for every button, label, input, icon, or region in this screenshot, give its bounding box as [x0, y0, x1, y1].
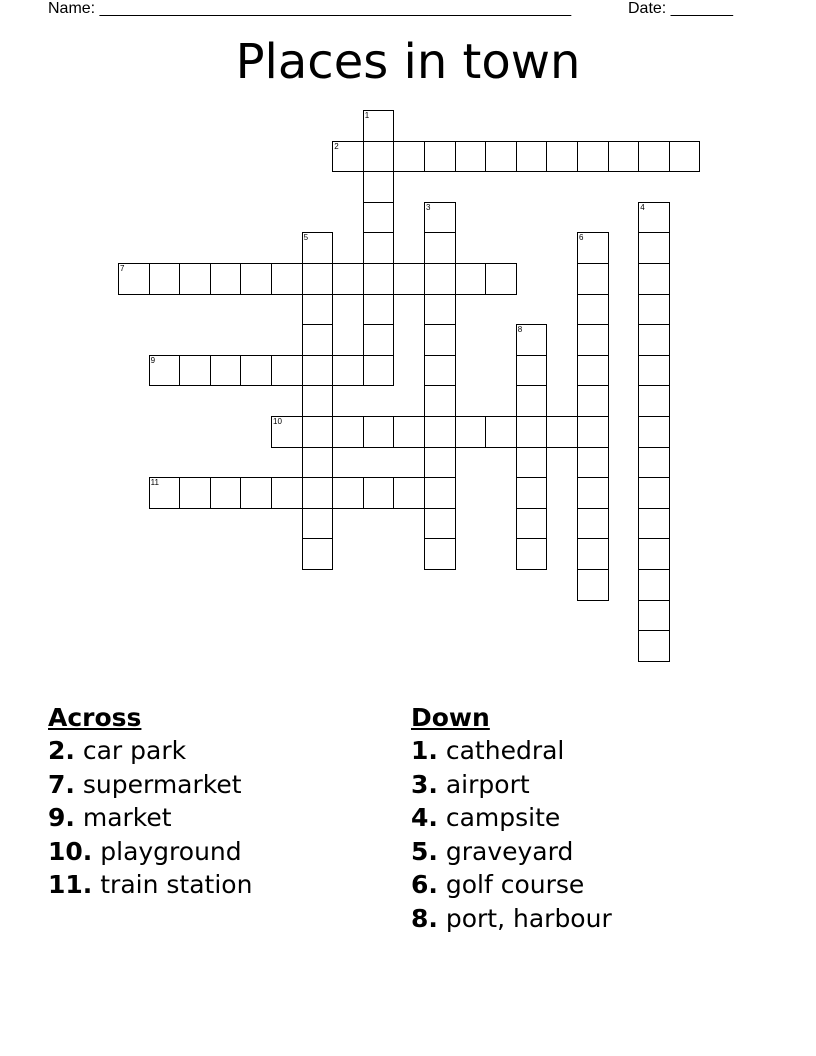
crossword-cell[interactable] — [363, 232, 395, 264]
clue-number: 3. — [411, 769, 438, 799]
clue-number: 7. — [48, 769, 75, 799]
clue-number: 2. — [48, 736, 75, 765]
crossword-cell[interactable] — [424, 232, 456, 264]
cell-number: 11 — [150, 478, 159, 488]
clue-number: 11. — [48, 870, 93, 900]
cell-number: 4 — [640, 202, 645, 212]
crossword-cell[interactable] — [302, 416, 334, 448]
crossword-cell[interactable] — [577, 569, 609, 601]
crossword-cell[interactable] — [424, 538, 456, 570]
crossword-cell[interactable] — [363, 416, 395, 448]
clue-text: supermarket — [82, 769, 242, 799]
crossword-cell[interactable] — [332, 263, 364, 295]
crossword-cell[interactable] — [577, 232, 609, 264]
clue-down-5 — [411, 835, 612, 869]
crossword-cell[interactable] — [424, 202, 456, 234]
crossword-cell[interactable] — [393, 477, 425, 509]
crossword-cell[interactable] — [516, 324, 548, 356]
crossword-cell[interactable] — [271, 477, 303, 509]
crossword-cell[interactable] — [546, 141, 578, 173]
cell-number: 7 — [120, 264, 125, 273]
crossword-cell[interactable] — [638, 630, 670, 662]
crossword-cell[interactable] — [118, 263, 150, 295]
clue-text: graveyard — [445, 836, 574, 866]
crossword-cell[interactable] — [638, 355, 670, 387]
crossword-cell[interactable] — [210, 263, 242, 295]
cell-number: 9 — [150, 355, 156, 365]
crossword-cell[interactable] — [516, 447, 548, 479]
crossword-cell[interactable] — [638, 324, 670, 356]
crossword-cell[interactable] — [638, 202, 670, 234]
crossword-cell[interactable] — [302, 263, 334, 295]
clue-text: airport — [445, 769, 530, 799]
crossword-cell[interactable] — [332, 355, 364, 387]
down-heading: Down — [411, 703, 490, 732]
crossword-cell[interactable] — [455, 141, 487, 173]
clue-down-3 — [411, 768, 612, 802]
crossword-cell[interactable] — [638, 569, 670, 601]
crossword-cell[interactable] — [638, 538, 670, 570]
crossword-cell[interactable] — [332, 141, 364, 173]
crossword-cell[interactable] — [577, 355, 609, 387]
clue-across-2 — [48, 734, 252, 768]
crossword-cell[interactable] — [516, 385, 548, 417]
across-clues — [48, 702, 252, 902]
crossword-cell[interactable] — [363, 477, 395, 509]
crossword-cell[interactable] — [332, 416, 364, 448]
crossword-cell[interactable] — [577, 263, 609, 295]
crossword-cell[interactable] — [669, 141, 701, 173]
crossword-cell[interactable] — [638, 141, 670, 173]
crossword-cell[interactable] — [577, 141, 609, 173]
crossword-cell[interactable] — [455, 263, 487, 295]
crossword-cell[interactable] — [149, 477, 181, 509]
clue-across-11 — [48, 868, 252, 902]
crossword-cell[interactable] — [608, 141, 640, 173]
clue-number: 9. — [48, 803, 75, 833]
clue-text: campsite — [445, 803, 561, 833]
crossword-cell[interactable] — [363, 141, 395, 173]
crossword-cell[interactable] — [455, 416, 487, 448]
crossword-cell[interactable] — [210, 477, 242, 509]
crossword-cell[interactable] — [638, 263, 670, 295]
clue-text: market — [82, 803, 172, 833]
crossword-cell[interactable] — [271, 263, 303, 295]
crossword-cell[interactable] — [424, 447, 456, 479]
crossword-cell[interactable] — [638, 477, 670, 509]
cell-number: 3 — [426, 202, 431, 212]
crossword-cell[interactable] — [638, 385, 670, 417]
crossword-cell[interactable] — [302, 477, 334, 509]
clue-number: 5. — [411, 836, 438, 866]
crossword-cell[interactable] — [424, 477, 456, 509]
crossword-cell[interactable] — [393, 263, 425, 295]
crossword-cell[interactable] — [485, 141, 517, 173]
clue-down-8 — [411, 902, 612, 936]
crossword-cell[interactable] — [271, 355, 303, 387]
clue-text: playground — [100, 836, 242, 866]
crossword-cell[interactable] — [179, 263, 211, 295]
cell-number: 2 — [334, 141, 339, 151]
clue-text: cathedral — [445, 736, 565, 765]
crossword-cell[interactable] — [179, 477, 211, 509]
crossword-cell[interactable] — [302, 294, 334, 326]
crossword-cell[interactable] — [546, 416, 578, 448]
crossword-cell[interactable] — [302, 447, 334, 479]
crossword-cell[interactable] — [424, 508, 456, 540]
crossword-cell[interactable] — [485, 263, 517, 295]
across-heading: Across — [48, 703, 142, 732]
crossword-cell[interactable] — [424, 416, 456, 448]
crossword-cell[interactable] — [332, 477, 364, 509]
crossword-cell[interactable] — [577, 416, 609, 448]
clue-down-4 — [411, 801, 612, 835]
crossword-cell[interactable] — [516, 538, 548, 570]
crossword-cell[interactable] — [577, 324, 609, 356]
cell-number: 6 — [579, 233, 584, 243]
crossword-cell[interactable] — [302, 508, 334, 540]
crossword-cell[interactable] — [302, 324, 334, 356]
crossword-cell[interactable] — [516, 477, 548, 509]
crossword-cell[interactable] — [424, 141, 456, 173]
clue-number: 4. — [411, 803, 438, 833]
crossword-grid — [118, 110, 698, 662]
crossword-cell[interactable] — [363, 355, 395, 387]
crossword-cell[interactable] — [363, 324, 395, 356]
crossword-cell[interactable] — [393, 416, 425, 448]
clue-number: 10. — [48, 836, 93, 866]
crossword-cell[interactable] — [516, 508, 548, 540]
cell-number: 1 — [364, 111, 370, 120]
crossword-cell[interactable] — [516, 416, 548, 448]
crossword-cell[interactable] — [149, 263, 181, 295]
crossword-cell[interactable] — [577, 538, 609, 570]
crossword-cell[interactable] — [393, 141, 425, 173]
crossword-cell[interactable] — [577, 477, 609, 509]
crossword-cell[interactable] — [363, 110, 395, 142]
crossword-cell[interactable] — [638, 416, 670, 448]
crossword-cell[interactable] — [424, 263, 456, 295]
crossword-cell[interactable] — [210, 355, 242, 387]
crossword-cell[interactable] — [516, 141, 548, 173]
crossword-cell[interactable] — [302, 232, 334, 264]
clue-text: port, harbour — [445, 903, 612, 933]
crossword-cell[interactable] — [179, 355, 211, 387]
down-clues — [411, 702, 612, 936]
crossword-cell[interactable] — [363, 263, 395, 295]
crossword-cell[interactable] — [516, 355, 548, 387]
crossword-cell[interactable] — [577, 447, 609, 479]
clue-number: 1. — [411, 736, 438, 765]
clue-text: golf course — [445, 870, 585, 900]
crossword-cell[interactable] — [638, 294, 670, 326]
clue-across-7 — [48, 768, 252, 802]
crossword-cell[interactable] — [302, 538, 334, 570]
worksheet-header — [48, 0, 768, 20]
cell-number: 10 — [273, 417, 282, 426]
crossword-cell[interactable] — [240, 263, 272, 295]
crossword-cell[interactable] — [638, 600, 670, 632]
crossword-cell[interactable] — [302, 355, 334, 387]
crossword-cell[interactable] — [577, 385, 609, 417]
name-field: Name: _____________________________________________________ — [48, 0, 572, 17]
crossword-cell[interactable] — [638, 447, 670, 479]
clue-number: 6. — [411, 870, 438, 900]
crossword-cell[interactable] — [424, 385, 456, 417]
clue-down-1 — [411, 734, 612, 768]
cell-number: 5 — [303, 233, 309, 243]
crossword-cell[interactable] — [363, 171, 395, 203]
crossword-cell[interactable] — [240, 477, 272, 509]
clue-across-10 — [48, 835, 252, 869]
crossword-cell[interactable] — [149, 355, 181, 387]
crossword-cell[interactable] — [363, 294, 395, 326]
clue-number: 8. — [411, 903, 438, 933]
crossword-cell[interactable] — [577, 294, 609, 326]
crossword-cell[interactable] — [485, 416, 517, 448]
crossword-cell[interactable] — [424, 355, 456, 387]
clue-text: car park — [82, 736, 187, 765]
crossword-cell[interactable] — [638, 508, 670, 540]
crossword-cell[interactable] — [577, 508, 609, 540]
clue-down-6 — [411, 868, 612, 902]
crossword-cell[interactable] — [424, 294, 456, 326]
crossword-cell[interactable] — [424, 324, 456, 356]
crossword-cell[interactable] — [363, 202, 395, 234]
crossword-cell[interactable] — [638, 232, 670, 264]
crossword-cell[interactable] — [271, 416, 303, 448]
clue-text: train station — [100, 870, 253, 900]
cell-number: 8 — [517, 325, 523, 335]
date-field: Date: _______ — [628, 0, 733, 17]
crossword-cell[interactable] — [240, 355, 272, 387]
crossword-cell[interactable] — [302, 385, 334, 417]
page-title: Places in town — [235, 34, 581, 90]
clue-across-9 — [48, 801, 252, 835]
